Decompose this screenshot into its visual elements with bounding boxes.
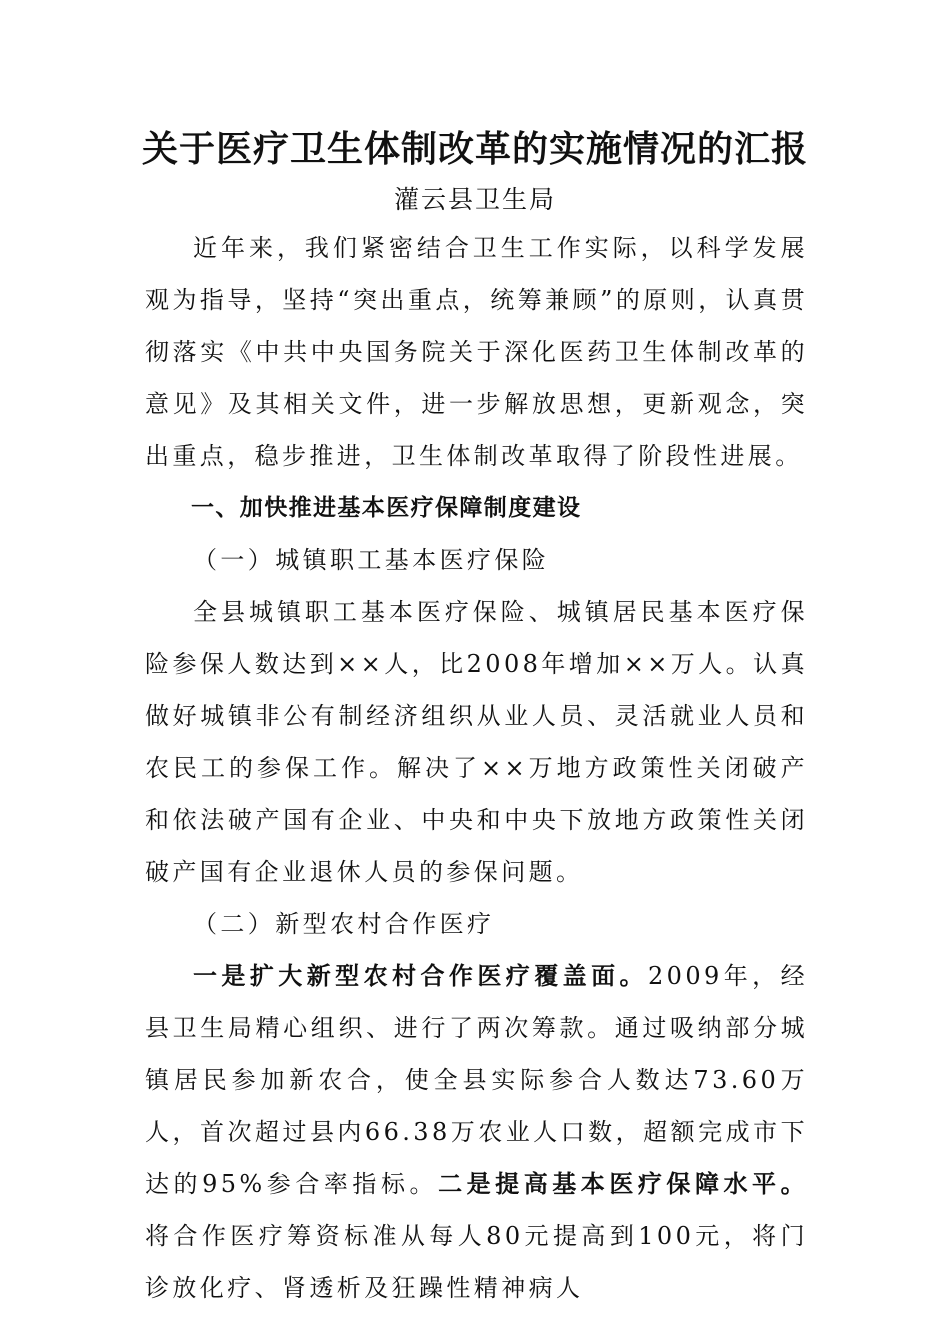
subsection-heading-1: （一）城镇职工基本医疗保险: [193, 546, 550, 574]
document-title: 关于医疗卫生体制改革的实施情况的汇报: [141, 128, 808, 170]
subsection-2-paragraph: [145, 950, 808, 1314]
section-heading-1: 一、加快推进基本医疗保障制度建设: [191, 495, 582, 521]
issuing-organization: 灌云县卫生局: [393, 185, 556, 214]
lead-phrase-1: 一是扩大新型农村合作医疗覆盖面。: [193, 962, 648, 990]
subsection-1-paragraph: 全县城镇职工基本医疗保险、城镇居民基本医疗保险参保人数达到××人，比2008年增加××万人。认真做好城镇非公有制经济组织从业人员、灵活就业人员和农民工的参保工作。解决了××万地方政策性关闭破产和依法破产国有企业、中央和中央下放地方政策性关闭破产国有企业退休人员的参保问题。: [145, 598, 808, 886]
document-body: [145, 222, 808, 1314]
lead-phrase-2: 二是提高基本医疗保障水平。: [438, 1170, 809, 1198]
intro-paragraph: 近年来，我们紧密结合卫生工作实际，以科学发展观为指导，坚持“突出重点，统筹兼顾”的原则，认真贯彻落实《中共中央国务院关于深化医药卫生体制改革的意见》及其相关文件，进一步解放思想，更新观念，突出重点，稳步推进，卫生体制改革取得了阶段性进展。: [145, 234, 808, 470]
subsection-2-text-1: 2009年，经县卫生局精心组织、进行了两次筹款。通过吸纳部分城镇居民参加新农合，使全县实际参合人数达73.60万人，首次超过县内66.38万农业人口数，超额完成市下达的95%参合率指标。: [145, 962, 808, 1198]
subsection-heading-2: （二）新型农村合作医疗: [193, 910, 495, 938]
subsection-2-text-2: 将合作医疗筹资标准从每人80元提高到100元，将门诊放化疗、肾透析及狂躁性精神病人: [145, 1222, 808, 1302]
